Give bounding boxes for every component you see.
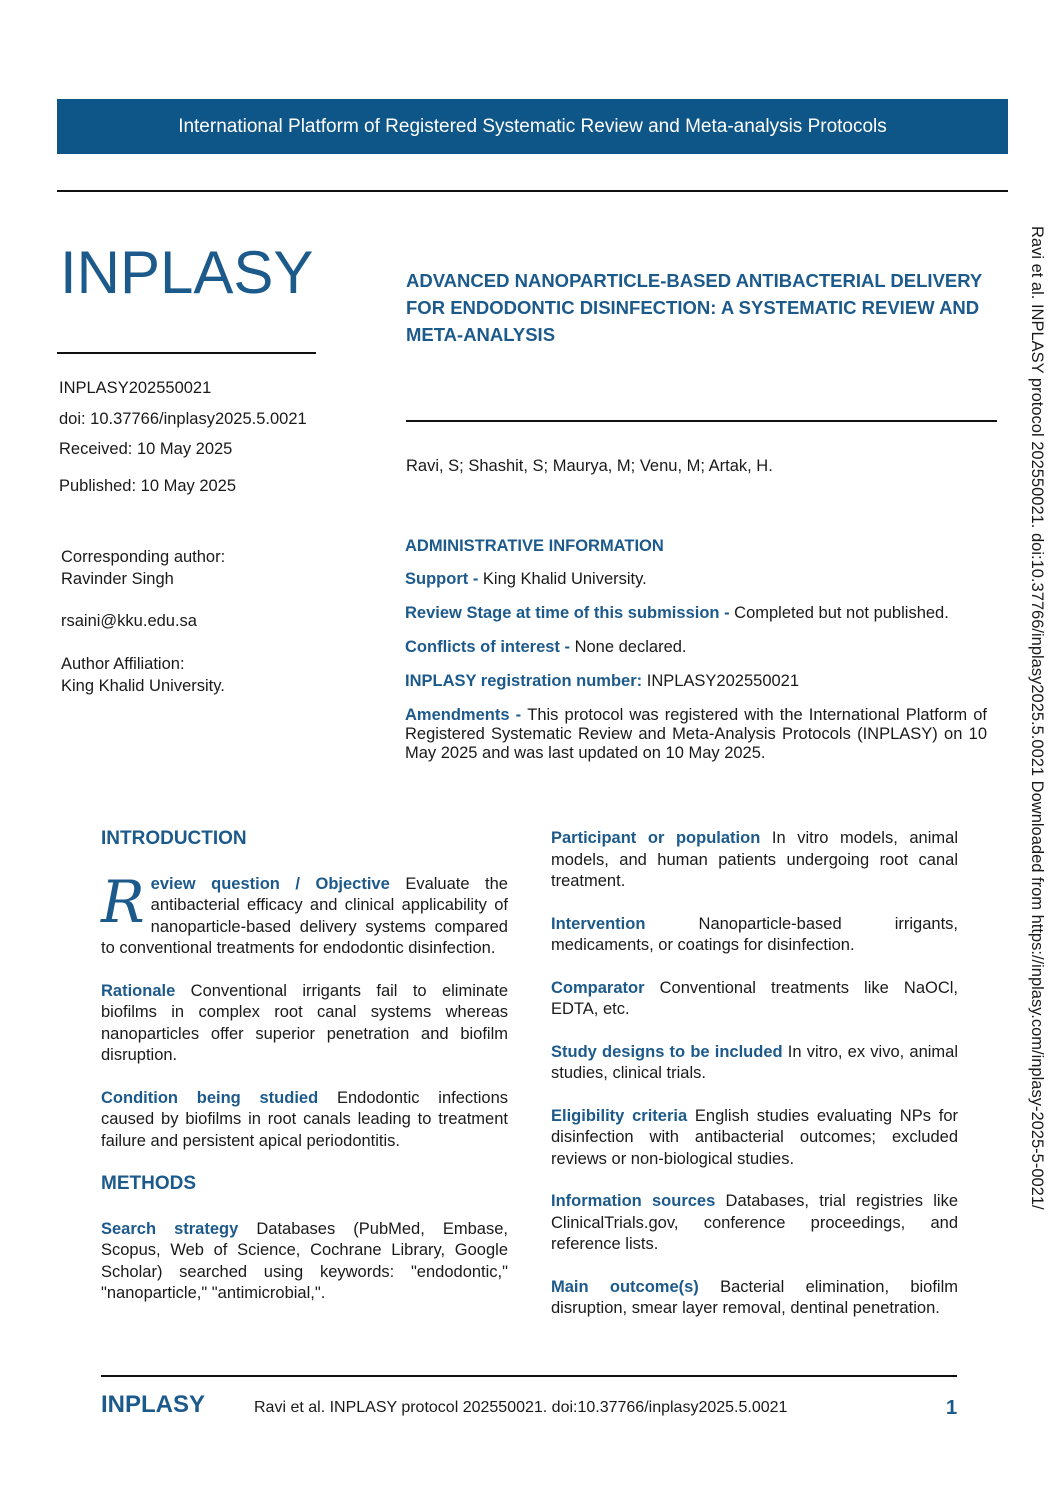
administrative-information bbox=[405, 537, 987, 778]
protocol-title: ADVANCED NANOPARTICLE-BASED ANTIBACTERIAL DELIVERY FOR ENDODONTIC DISINFECTION: A SYSTEMATIC REVIEW AND META-ANALYSIS bbox=[406, 270, 982, 345]
main-outcome-paragraph bbox=[551, 1277, 958, 1320]
download-note: Ravi et al. INPLASY protocol 202550021. doi:10.37766/inplasy2025.5.0021 Downloaded from https://inplasy.com/inplasy-2025-5-0021/ bbox=[1028, 226, 1046, 1210]
participant-label: Participant or population bbox=[551, 829, 761, 847]
brand-divider bbox=[57, 352, 316, 354]
registration-number-row bbox=[405, 672, 987, 691]
comparator-paragraph bbox=[551, 978, 958, 1021]
protocol-id: INPLASY202550021 bbox=[59, 379, 212, 397]
rationale-value: Conventional irrigants fail to eliminate biofilms in complex root canal systems whereas nanoparticles offer superior penetration and biofilm disruption. bbox=[101, 981, 508, 1064]
study-designs-paragraph bbox=[551, 1042, 958, 1085]
information-sources-paragraph bbox=[551, 1191, 958, 1256]
page-number: 1 bbox=[946, 1397, 958, 1419]
review-question-paragraph bbox=[101, 867, 508, 960]
top-divider bbox=[57, 190, 1008, 192]
published-date: Published: 10 May 2025 bbox=[59, 477, 237, 495]
drop-cap: R bbox=[101, 867, 145, 936]
author-affiliation-value: King Khalid University. bbox=[61, 677, 225, 695]
footer-brand: INPLASY bbox=[101, 1391, 206, 1418]
conflicts-row bbox=[405, 638, 987, 657]
received-date: Received: 10 May 2025 bbox=[59, 440, 233, 458]
review-question-label: eview question / Objective bbox=[150, 874, 390, 893]
support-row bbox=[405, 570, 987, 589]
condition-label: Condition being studied bbox=[101, 1088, 319, 1107]
information-sources-value: Databases, trial registries like ClinicalTrials.gov, conference proceedings, and reference lists. bbox=[551, 1192, 958, 1253]
search-strategy-paragraph bbox=[101, 1219, 508, 1305]
author-list: Ravi, S; Shashit, S; Maurya, M; Venu, M; Artak, H. bbox=[406, 457, 773, 475]
participant-value: In vitro models, animal models, and human patients undergoing root canal treatment. bbox=[551, 829, 958, 890]
header-banner: International Platform of Registered Systematic Review and Meta-analysis Protocols bbox=[57, 99, 1008, 154]
admin-heading: ADMINISTRATIVE INFORMATION bbox=[405, 537, 664, 555]
review-stage-row bbox=[405, 604, 987, 623]
support-value: King Khalid University. bbox=[482, 570, 647, 588]
author-affiliation-label: Author Affiliation: bbox=[61, 655, 185, 673]
corresponding-author-label: Corresponding author: bbox=[61, 548, 226, 566]
introduction-heading: INTRODUCTION bbox=[101, 828, 247, 849]
doi-text: doi: 10.37766/inplasy2025.5.0021 bbox=[59, 410, 307, 428]
conflicts-label: Conflicts of interest - bbox=[405, 638, 575, 656]
search-strategy-value: Databases (PubMed, Embase, Scopus, Web of Science, Cochrane Library, Google Scholar) searched using keywords: "endodontic," "nanoparticle," "antimicrobial,". bbox=[101, 1219, 508, 1302]
study-designs-value: In vitro, ex vivo, animal studies, clinical trials. bbox=[551, 1042, 958, 1082]
intervention-value: Nanoparticle-based irrigants, medicaments, or coatings for disinfection. bbox=[551, 914, 958, 954]
comparator-value: Conventional treatments like NaOCl, EDTA, etc. bbox=[551, 978, 958, 1018]
study-designs-label: Study designs to be included bbox=[551, 1042, 783, 1061]
comparator-label: Comparator bbox=[551, 978, 645, 997]
conflicts-value: None declared. bbox=[574, 638, 687, 656]
brand-logo-text: INPLASY bbox=[60, 239, 314, 306]
methods-heading: METHODS bbox=[101, 1173, 196, 1194]
rationale-paragraph bbox=[101, 981, 508, 1067]
registration-number-label: INPLASY registration number: bbox=[405, 672, 647, 690]
review-stage-label: Review Stage at time of this submission - bbox=[405, 604, 735, 622]
condition-paragraph bbox=[101, 1088, 508, 1153]
eligibility-paragraph bbox=[551, 1106, 958, 1171]
amendments-label: Amendments - bbox=[405, 706, 528, 724]
footer-divider bbox=[101, 1375, 957, 1377]
intervention-paragraph bbox=[551, 914, 958, 957]
title-divider bbox=[406, 420, 997, 422]
registration-number-value: INPLASY202550021 bbox=[646, 672, 800, 690]
rationale-label: Rationale bbox=[101, 981, 176, 1000]
eligibility-label: Eligibility criteria bbox=[551, 1106, 688, 1125]
review-question-value: Evaluate the antibacterial efficacy and clinical applicability of nanoparticle-based delivery systems compared to conventional treatments for endodontic disinfection. bbox=[101, 874, 508, 957]
footer-citation: Ravi et al. INPLASY protocol 202550021. doi:10.37766/inplasy2025.5.0021 bbox=[254, 1399, 788, 1416]
amendments-value: This protocol was registered with the International Platform of Registered Systematic Review and Meta-Analysis Protocols (INPLASY) on 10 May 2025 and was last updated on 10 May 2025. bbox=[405, 706, 988, 762]
participant-paragraph bbox=[551, 828, 958, 893]
intervention-label: Intervention bbox=[551, 914, 646, 933]
review-stage-value: Completed but not published. bbox=[734, 604, 949, 622]
amendments-row bbox=[405, 706, 987, 763]
support-label: Support - bbox=[405, 570, 483, 588]
main-outcome-value: Bacterial elimination, biofilm disruption, smear layer removal, dentinal penetration. bbox=[551, 1277, 958, 1317]
eligibility-value: English studies evaluating NPs for disinfection with antibacterial outcomes; excluded reviews or non-biological studies. bbox=[551, 1106, 958, 1168]
main-outcome-label: Main outcome(s) bbox=[551, 1277, 699, 1296]
corresponding-author-name: Ravinder Singh bbox=[61, 570, 174, 588]
search-strategy-label: Search strategy bbox=[101, 1219, 239, 1238]
condition-value: Endodontic infections caused by biofilms in root canals leading to treatment failure and persistent apical periodontitis. bbox=[101, 1088, 508, 1150]
left-column bbox=[101, 828, 508, 1326]
corresponding-author-email[interactable]: rsaini@kku.edu.sa bbox=[61, 612, 197, 630]
right-column bbox=[551, 828, 958, 1341]
information-sources-label: Information sources bbox=[551, 1192, 716, 1210]
